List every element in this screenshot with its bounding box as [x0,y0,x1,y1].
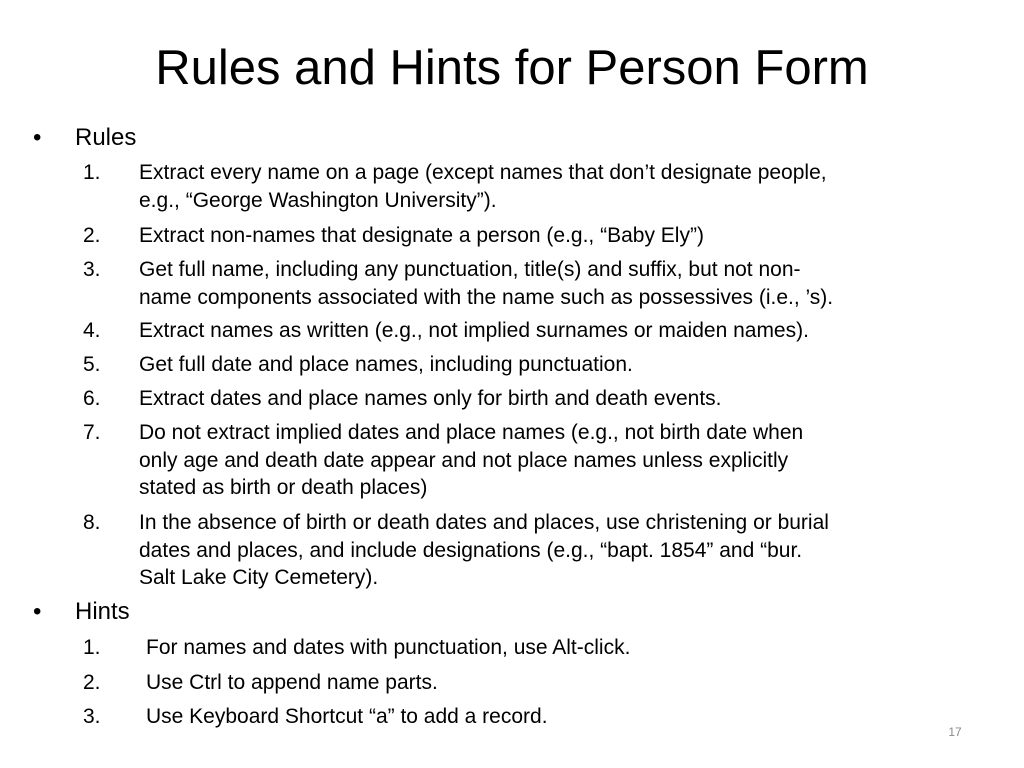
hints-heading: Hints [75,598,130,625]
rules-heading: Rules [75,124,137,151]
hint-number: 1. [83,636,101,659]
slide-title: Rules and Hints for Person Form [155,41,869,95]
rule-text-line: Salt Lake City Cemetery). [139,566,379,589]
rules-bullet: • [33,124,42,151]
rule-number: 4. [83,319,101,342]
rule-number: 5. [83,353,101,376]
rule-text-line: stated as birth or death places) [139,476,428,499]
hint-text: Use Keyboard Shortcut “a” to add a record. [146,705,548,728]
rule-number: 8. [83,511,101,534]
hint-number: 2. [83,671,101,694]
rule-text-line: dates and places, and include designations (e.g., “bapt. 1854” and “bur. [139,539,803,562]
slide-number: 17 [948,725,962,739]
rule-text-line: e.g., “George Washington University”). [139,189,497,212]
rule-text-line: Extract non-names that designate a person (e.g., “Baby Ely”) [139,224,704,247]
rule-text-line: Extract every name on a page (except names that don’t designate people, [139,161,827,184]
hint-text: For names and dates with punctuation, use Alt-click. [146,636,631,659]
rule-number: 2. [83,224,101,247]
rule-number: 7. [83,421,101,444]
rule-text-line: Get full name, including any punctuation, title(s) and suffix, but not non- [139,258,801,281]
rule-text-line: name components associated with the name such as possessives (i.e., ’s). [139,286,834,309]
rule-number: 3. [83,258,101,281]
rule-number: 6. [83,387,101,410]
hint-number: 3. [83,705,101,728]
rule-text-line: Get full date and place names, including punctuation. [139,353,633,376]
hint-text: Use Ctrl to append name parts. [146,671,438,694]
rule-text-line: Do not extract implied dates and place names (e.g., not birth date when [139,421,804,444]
rule-number: 1. [83,161,101,184]
rule-text-line: Extract names as written (e.g., not implied surnames or maiden names). [139,319,809,342]
hints-bullet: • [33,598,42,625]
rule-text-line: Extract dates and place names only for birth and death events. [139,387,722,410]
rule-text-line: only age and death date appear and not place names unless explicitly [139,449,789,472]
rule-text-line: In the absence of birth or death dates and places, use christening or burial [139,511,829,534]
